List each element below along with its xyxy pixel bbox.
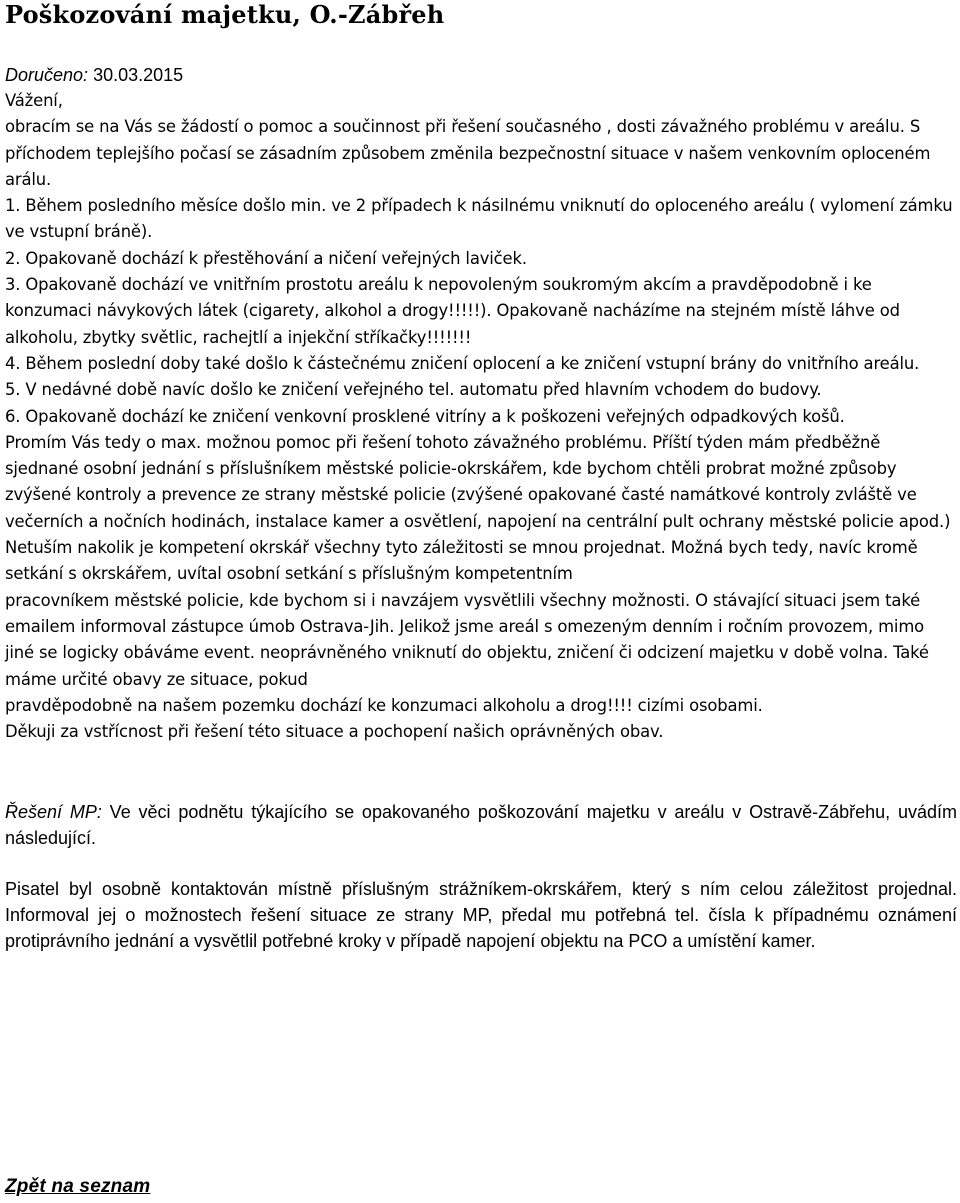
- received-date: 30.03.2015: [88, 65, 184, 85]
- letter-salutation: Vážení,: [5, 91, 63, 110]
- letter-item-3: 3. Opakovaně dochází ve vnitřním prostotu areálu k nepovoleným soukromým akcím a pravděpodobně i ke konzumaci návykových látek (cigarety, alkohol a drogy!!!!!). Opakovaně nacházíme na stejném místě láhve od alkoholu, zbytky světlic, rachejtlí a injekční stříkačky!!!!!!!: [5, 275, 900, 347]
- letter-item-1: 1. Během posledního měsíce došlo min. ve 2 případech k násilnému vniknutí do oploceného areálu ( vylomení zámku ve vstupní bráně).: [5, 196, 953, 242]
- letter-thanks: Děkuji za vstřícnost při řešení této situace a pochopení našich oprávněných obav.: [5, 722, 664, 742]
- letter-contact: pracovníkem městské policie, kde bychom si i navzájem vysvětlili všechny možnosti. O stávající situaci jsem také emailem informoval zástupce úmob Ostrava-Jih. Jelikož jsme areál s omezeným denním i ročním provozem, mimo jiné se logicky obáváme event. neoprávněného vniknutí do objektu, zničení či odcizení majetku v době volna. Také máme určité obavy ze situace, pokud: [5, 590, 929, 689]
- citizen-letter: [5, 88, 957, 745]
- response-intro: [5, 799, 957, 851]
- letter-request: Promím Vás tedy o max. možnou pomoc při řešení tohoto závažného problému. Příští týden mám předběžně sjednané osobní jednání s příslušníkem městské policie-okrskářem, kde bychom chtěli probrat možné způsoby zvýšené kontroly a prevence ze strany městské policie (zvýšené opakované časté namátkové kontroly zvláště ve večerních a nočních hodinách, instalace kamer a osvětlení, napojení na centrální pult ochrany městské policie apod.) Netuším nakolik je kompetení okrskář všechny tyto záležitosti se mnou projednat. Možná bych tedy, navíc kromě: [5, 432, 951, 558]
- response-intro-text: Ve věci podnětu týkajícího se opakovaného poškozování majetku v areálu v Ostravě-Zábřehu, uvádím následující.: [5, 802, 957, 849]
- page-title: Poškozování majetku, O.-Zábřeh: [5, 0, 445, 29]
- police-response: [5, 799, 957, 954]
- letter-item-6: 6. Opakovaně dochází ke zničení venkovní prosklené vitríny a k poškozeni veřejných odpadkových košů.: [5, 406, 845, 426]
- letter-item-2: 2. Opakovaně dochází k přestěhování a ničení veřejných laviček.: [5, 248, 527, 268]
- letter-meeting: setkání s okrskářem, uvítal osobní setkání s příslušným kompetentním: [5, 564, 573, 584]
- response-body: Pisatel byl osobně kontaktován místně příslušným strážníkem-okrskářem, který s ním celou záležitost projednal. Informoval jej o možnostech řešení situace ze strany MP, předal mu potřebná tel. čísla k případnému oznámení protiprávního jednání a vysvětlil potřebné kroky v případě napojení objektu na PCO a umístění kamer.: [5, 879, 957, 952]
- letter-intro: obracím se na Vás se žádostí o pomoc a součinnost při řešení současného , dosti závažného problému v areálu. S příchodem teplejšího počasí se zásadním způsobem změnila bezpečnostní situace v našem venkovním oploceném arálu.: [5, 117, 931, 189]
- letter-item-4: 4. Během poslední doby také došlo k částečnému zničení oplocení a ke zničení vstupní brány do vnitřního areálu.: [5, 353, 920, 373]
- letter-drugs: pravděpodobně na našem pozemku dochází ke konzumaci alkoholu a drog!!!! cizími osobami.: [5, 695, 763, 715]
- response-label: Řešení MP:: [5, 802, 102, 823]
- letter-item-5: 5. V nedávné době navíc došlo ke zničení veřejného tel. automatu před hlavním vchodem do budovy.: [5, 380, 822, 400]
- back-to-list-link[interactable]: Zpět na seznam: [5, 1176, 151, 1197]
- received-label: Doručeno:: [5, 65, 89, 85]
- received-line: [5, 62, 957, 88]
- document-page: [5, 0, 957, 954]
